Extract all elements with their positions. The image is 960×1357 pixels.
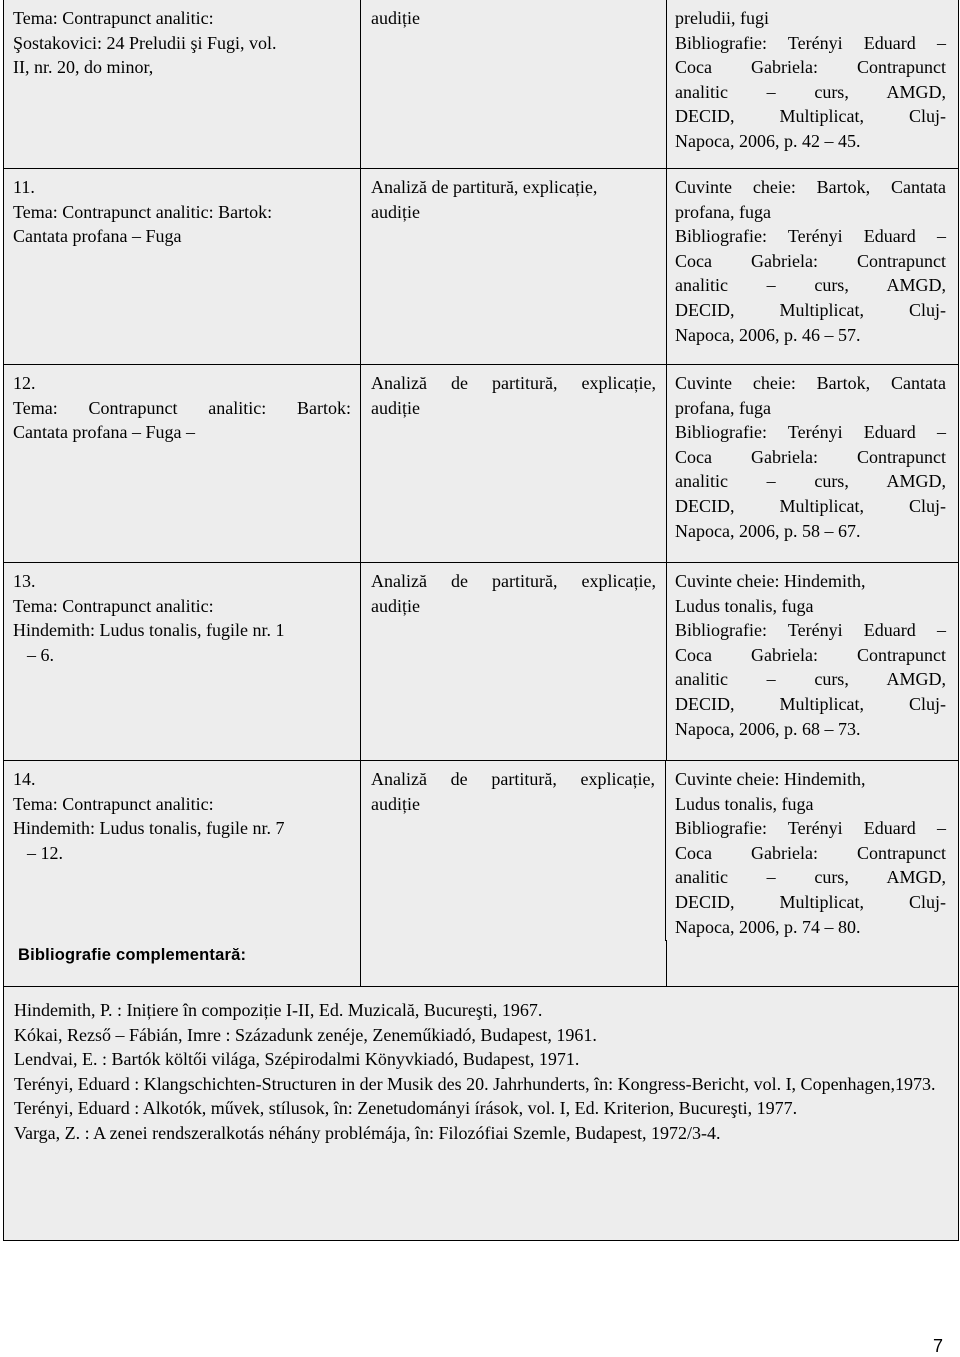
divider [4, 986, 958, 987]
method-line: Analiză de partitură, explicație, [371, 177, 598, 197]
bibliography-entry: Terényi, Eduard : Klangschichten-Structuren in der Musik des 20. Jahrhunderts, în: Kongress-Bericht, vol. I, Copenhagen,1973. [14, 1073, 936, 1094]
topic-line: Tema: Contrapunct analitic: Bartok: [13, 201, 273, 222]
method-cell [361, 563, 667, 761]
reference-line: Ludus tonalis, fuga [675, 595, 814, 616]
reference-line: Cuvinte cheie: Hindemith, [675, 571, 866, 591]
reference-line: Cuvinte cheie: Bartok, Cantata [675, 373, 946, 393]
topic-line: – 12. [27, 842, 63, 863]
reference-line: profana, fuga [675, 201, 771, 222]
reference-line: Bibliografie: Terényi Eduard – [675, 422, 946, 443]
table-row [4, 0, 958, 168]
topic-line: Tema: Contrapunct analitic: Bartok: [13, 397, 351, 418]
reference-line: Cuvinte cheie: Bartok, Cantata [675, 177, 946, 197]
method-cell [361, 169, 667, 365]
bibliography-entry: Lendvai, E. : Bartók költői világa, Szépirodalmi Könyvkiadó, Budapest, 1971. [14, 1049, 580, 1070]
table-row [4, 168, 958, 365]
reference-line: DECID, Multiplicat, Cluj- [675, 693, 946, 714]
reference-line: Bibliografie: Terényi Eduard – [675, 818, 946, 839]
reference-line: Cuvinte cheie: Hindemith, [675, 769, 866, 789]
reference-line: Bibliografie: Terényi Eduard – [675, 226, 946, 247]
page-number: 7 [933, 1336, 944, 1356]
bibliography-entry: Kókai, Rezső – Fábián, Imre : Századunk zenéje, Zeneműkiadó, Budapest, 1961. [14, 1024, 597, 1045]
reference-line: Coca Gabriela: Contrapunct [675, 446, 946, 467]
topic-number: 14. [13, 769, 36, 789]
reference-line: DECID, Multiplicat, Cluj- [675, 891, 946, 912]
topic-cell [4, 761, 361, 941]
reference-line: analitic – curs, AMGD, [675, 669, 946, 690]
table-row [4, 364, 958, 563]
references-cell [667, 169, 958, 365]
complementary-bibliography-title: Bibliografie complementară: [18, 946, 247, 964]
references-cell [667, 761, 958, 941]
topic-cell [4, 563, 361, 761]
topic-line: Tema: Contrapunct analitic: [13, 793, 214, 814]
table-row [4, 760, 958, 941]
topic-line: Tema: Contrapunct analitic: [13, 595, 214, 616]
references-cell [667, 0, 958, 168]
reference-line: Napoca, 2006, p. 74 – 80. [675, 916, 861, 937]
reference-line: Napoca, 2006, p. 68 – 73. [675, 718, 861, 739]
method-line: Analiză de partitură, explicație, [371, 373, 656, 393]
reference-line: Ludus tonalis, fuga [675, 793, 814, 814]
topic-line: II, nr. 20, do minor, [13, 57, 154, 78]
topic-line: Şostakovici: 24 Preludii şi Fugi, vol. [13, 32, 277, 53]
method-line: audiție [371, 595, 420, 616]
reference-line: Coca Gabriela: Contrapunct [675, 250, 946, 271]
topic-number: 12. [13, 373, 36, 393]
method-line: audiție [371, 397, 420, 418]
reference-line: Coca Gabriela: Contrapunct [675, 57, 946, 78]
references-cell [667, 563, 958, 761]
reference-line: DECID, Multiplicat, Cluj- [675, 299, 946, 320]
reference-line: Napoca, 2006, p. 46 – 57. [675, 324, 861, 345]
bibliography-entry: Terényi, Eduard : Alkotók, művek, stílusok, în: Zenetudományi írások, vol. I, Ed. Kriterion, Bucureşti, 1977. [14, 1098, 798, 1119]
reference-line: analitic – curs, AMGD, [675, 867, 946, 888]
bibliography-entry: Varga, Z. : A zenei rendszeralkotás néhány problémája, în: Filozófiai Szemle, Budapest, 1972/3-4. [14, 1122, 721, 1143]
reference-line: Coca Gabriela: Contrapunct [675, 842, 946, 863]
reference-line: Coca Gabriela: Contrapunct [675, 644, 946, 665]
reference-line: DECID, Multiplicat, Cluj- [675, 495, 946, 516]
method-cell [360, 761, 666, 941]
method-line: audiție [371, 8, 420, 28]
method-line: audiție [371, 793, 420, 814]
reference-line: Napoca, 2006, p. 58 – 67. [675, 520, 861, 541]
topic-line: Cantata profana – Fuga – [13, 422, 195, 443]
topic-cell [4, 169, 361, 365]
reference-line: Napoca, 2006, p. 42 – 45. [675, 130, 861, 151]
references-cell [667, 365, 958, 563]
method-line: Analiză de partitură, explicație, [371, 571, 656, 591]
divider [666, 940, 667, 986]
topic-number: 11. [13, 177, 35, 197]
topic-line: Tema: Contrapunct analitic: [13, 8, 214, 28]
method-line: audiție [371, 201, 420, 222]
reference-line: preludii, fugi [675, 8, 769, 28]
topic-line: Hindemith: Ludus tonalis, fugile nr. 7 [13, 818, 285, 839]
table-row [4, 562, 958, 761]
topic-line: – 6. [27, 644, 54, 665]
reference-line: analitic – curs, AMGD, [675, 471, 946, 492]
topic-cell [4, 365, 361, 563]
complementary-bibliography-list [14, 998, 938, 1146]
reference-line: DECID, Multiplicat, Cluj- [675, 106, 946, 127]
reference-line: profana, fuga [675, 397, 771, 418]
reference-line: Bibliografie: Terényi Eduard – [675, 32, 946, 53]
reference-line: analitic – curs, AMGD, [675, 81, 946, 102]
bibliography-entry: Hindemith, P. : Inițiere în compoziție I-II, Ed. Muzicală, Bucureşti, 1967. [14, 1000, 543, 1020]
content-table [3, 0, 959, 1241]
method-line: Analiză de partitură, explicație, [371, 769, 655, 789]
reference-line: analitic – curs, AMGD, [675, 275, 946, 296]
method-cell [361, 365, 667, 563]
divider [360, 940, 361, 986]
topic-line: Cantata profana – Fuga [13, 226, 182, 247]
topic-number: 13. [13, 571, 36, 591]
reference-line: Bibliografie: Terényi Eduard – [675, 620, 946, 641]
method-cell [361, 0, 667, 168]
topic-line: Hindemith: Ludus tonalis, fugile nr. 1 [13, 620, 285, 641]
topic-cell [4, 0, 361, 168]
